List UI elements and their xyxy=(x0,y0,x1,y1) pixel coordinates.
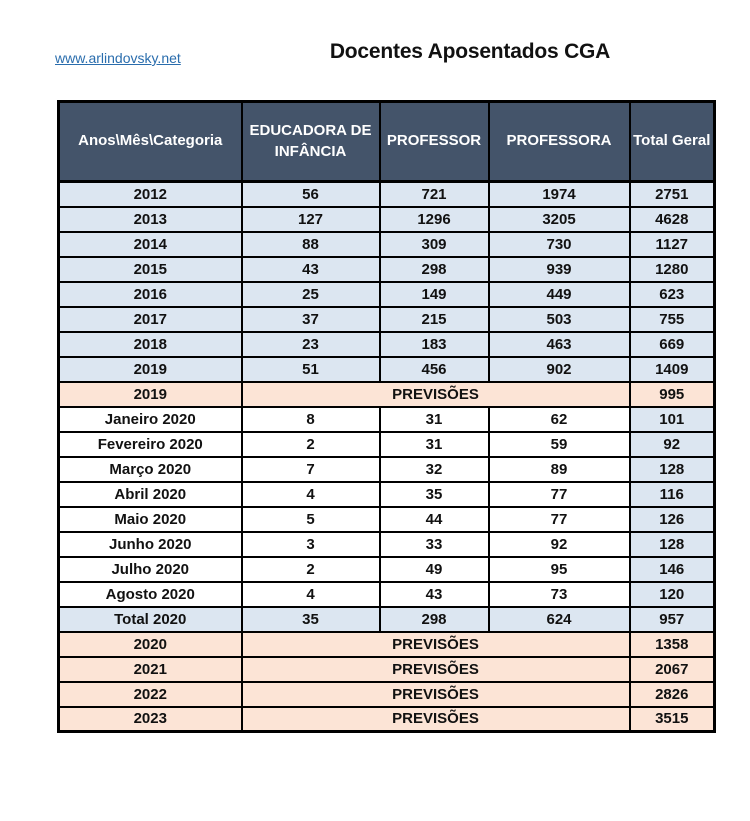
value-cell: 31 xyxy=(380,407,489,432)
row-label: Janeiro 2020 xyxy=(59,407,242,432)
table-row xyxy=(59,382,715,407)
table-header-row xyxy=(59,102,715,182)
merged-forecast-cell: PREVISÕES xyxy=(242,682,630,707)
total-cell: 2067 xyxy=(630,657,715,682)
value-cell: 902 xyxy=(489,357,630,382)
value-cell: 5 xyxy=(242,507,380,532)
total-cell: 623 xyxy=(630,282,715,307)
total-cell: 128 xyxy=(630,532,715,557)
row-label: Julho 2020 xyxy=(59,557,242,582)
row-label: 2018 xyxy=(59,332,242,357)
row-label: Maio 2020 xyxy=(59,507,242,532)
value-cell: 44 xyxy=(380,507,489,532)
page-title: Docentes Aposentados CGA xyxy=(329,40,611,63)
value-cell: 939 xyxy=(489,257,630,282)
site-link[interactable]: www.arlindovsky.net xyxy=(55,50,181,66)
total-cell: 101 xyxy=(630,407,715,432)
row-label: 2019 xyxy=(59,382,242,407)
table-row xyxy=(59,532,715,557)
total-cell: 2751 xyxy=(630,182,715,207)
row-label: Março 2020 xyxy=(59,457,242,482)
value-cell: 95 xyxy=(489,557,630,582)
value-cell: 8 xyxy=(242,407,380,432)
table-row xyxy=(59,507,715,532)
value-cell: 4 xyxy=(242,582,380,607)
value-cell: 51 xyxy=(242,357,380,382)
total-cell: 92 xyxy=(630,432,715,457)
table-row xyxy=(59,207,715,232)
merged-forecast-cell: PREVISÕES xyxy=(242,632,630,657)
table-row xyxy=(59,307,715,332)
total-cell: 3515 xyxy=(630,707,715,732)
row-label: Fevereiro 2020 xyxy=(59,432,242,457)
data-table xyxy=(57,100,716,733)
total-cell: 755 xyxy=(630,307,715,332)
total-cell: 116 xyxy=(630,482,715,507)
value-cell: 73 xyxy=(489,582,630,607)
value-cell: 77 xyxy=(489,482,630,507)
row-label: 2012 xyxy=(59,182,242,207)
row-label: 2013 xyxy=(59,207,242,232)
table-row xyxy=(59,407,715,432)
total-cell: 669 xyxy=(630,332,715,357)
row-label: Agosto 2020 xyxy=(59,582,242,607)
value-cell: 456 xyxy=(380,357,489,382)
row-label: 2014 xyxy=(59,232,242,257)
total-cell: 1127 xyxy=(630,232,715,257)
value-cell: 2 xyxy=(242,557,380,582)
value-cell: 1296 xyxy=(380,207,489,232)
value-cell: 77 xyxy=(489,507,630,532)
value-cell: 33 xyxy=(380,532,489,557)
value-cell: 49 xyxy=(380,557,489,582)
value-cell: 463 xyxy=(489,332,630,357)
row-label: Junho 2020 xyxy=(59,532,242,557)
total-cell: 1409 xyxy=(630,357,715,382)
value-cell: 59 xyxy=(489,432,630,457)
merged-forecast-cell: PREVISÕES xyxy=(242,657,630,682)
value-cell: 3205 xyxy=(489,207,630,232)
value-cell: 43 xyxy=(380,582,489,607)
total-cell: 995 xyxy=(630,382,715,407)
table-row xyxy=(59,357,715,382)
value-cell: 2 xyxy=(242,432,380,457)
value-cell: 35 xyxy=(242,607,380,632)
value-cell: 624 xyxy=(489,607,630,632)
table-body xyxy=(59,182,715,732)
total-cell: 2826 xyxy=(630,682,715,707)
table-row xyxy=(59,182,715,207)
row-label: Total 2020 xyxy=(59,607,242,632)
value-cell: 43 xyxy=(242,257,380,282)
value-cell: 4 xyxy=(242,482,380,507)
total-cell: 146 xyxy=(630,557,715,582)
value-cell: 32 xyxy=(380,457,489,482)
table-row xyxy=(59,457,715,482)
value-cell: 88 xyxy=(242,232,380,257)
table-row xyxy=(59,657,715,682)
total-cell: 128 xyxy=(630,457,715,482)
total-cell: 1358 xyxy=(630,632,715,657)
total-cell: 120 xyxy=(630,582,715,607)
header-cell-professor: PROFESSOR xyxy=(380,102,489,182)
table-row xyxy=(59,707,715,732)
value-cell: 25 xyxy=(242,282,380,307)
total-cell: 126 xyxy=(630,507,715,532)
value-cell: 92 xyxy=(489,532,630,557)
row-label: 2019 xyxy=(59,357,242,382)
value-cell: 62 xyxy=(489,407,630,432)
row-label: 2021 xyxy=(59,657,242,682)
row-label: 2017 xyxy=(59,307,242,332)
value-cell: 23 xyxy=(242,332,380,357)
value-cell: 31 xyxy=(380,432,489,457)
row-label: 2020 xyxy=(59,632,242,657)
value-cell: 298 xyxy=(380,607,489,632)
header-cell-category: Anos\Mês\Categoria xyxy=(59,102,242,182)
value-cell: 56 xyxy=(242,182,380,207)
value-cell: 721 xyxy=(380,182,489,207)
table-row xyxy=(59,257,715,282)
table-row xyxy=(59,232,715,257)
value-cell: 183 xyxy=(380,332,489,357)
value-cell: 309 xyxy=(380,232,489,257)
row-label: 2022 xyxy=(59,682,242,707)
value-cell: 1974 xyxy=(489,182,630,207)
total-cell: 1280 xyxy=(630,257,715,282)
row-label: 2016 xyxy=(59,282,242,307)
table-row xyxy=(59,282,715,307)
table-row xyxy=(59,607,715,632)
merged-forecast-cell: PREVISÕES xyxy=(242,382,630,407)
total-cell: 957 xyxy=(630,607,715,632)
table-row xyxy=(59,582,715,607)
merged-forecast-cell: PREVISÕES xyxy=(242,707,630,732)
header-cell-educadora: EDUCADORA DE INFÂNCIA xyxy=(242,102,380,182)
value-cell: 3 xyxy=(242,532,380,557)
table-row xyxy=(59,682,715,707)
header-cell-total-geral: Total Geral xyxy=(630,102,715,182)
table-row xyxy=(59,632,715,657)
value-cell: 7 xyxy=(242,457,380,482)
value-cell: 37 xyxy=(242,307,380,332)
total-cell: 4628 xyxy=(630,207,715,232)
value-cell: 730 xyxy=(489,232,630,257)
row-label: 2015 xyxy=(59,257,242,282)
value-cell: 149 xyxy=(380,282,489,307)
value-cell: 298 xyxy=(380,257,489,282)
header-cell-professora: PROFESSORA xyxy=(489,102,630,182)
value-cell: 127 xyxy=(242,207,380,232)
value-cell: 89 xyxy=(489,457,630,482)
table-row xyxy=(59,482,715,507)
table-row xyxy=(59,557,715,582)
table-row xyxy=(59,432,715,457)
value-cell: 215 xyxy=(380,307,489,332)
table-row xyxy=(59,332,715,357)
row-label: 2023 xyxy=(59,707,242,732)
value-cell: 35 xyxy=(380,482,489,507)
row-label: Abril 2020 xyxy=(59,482,242,507)
value-cell: 449 xyxy=(489,282,630,307)
value-cell: 503 xyxy=(489,307,630,332)
